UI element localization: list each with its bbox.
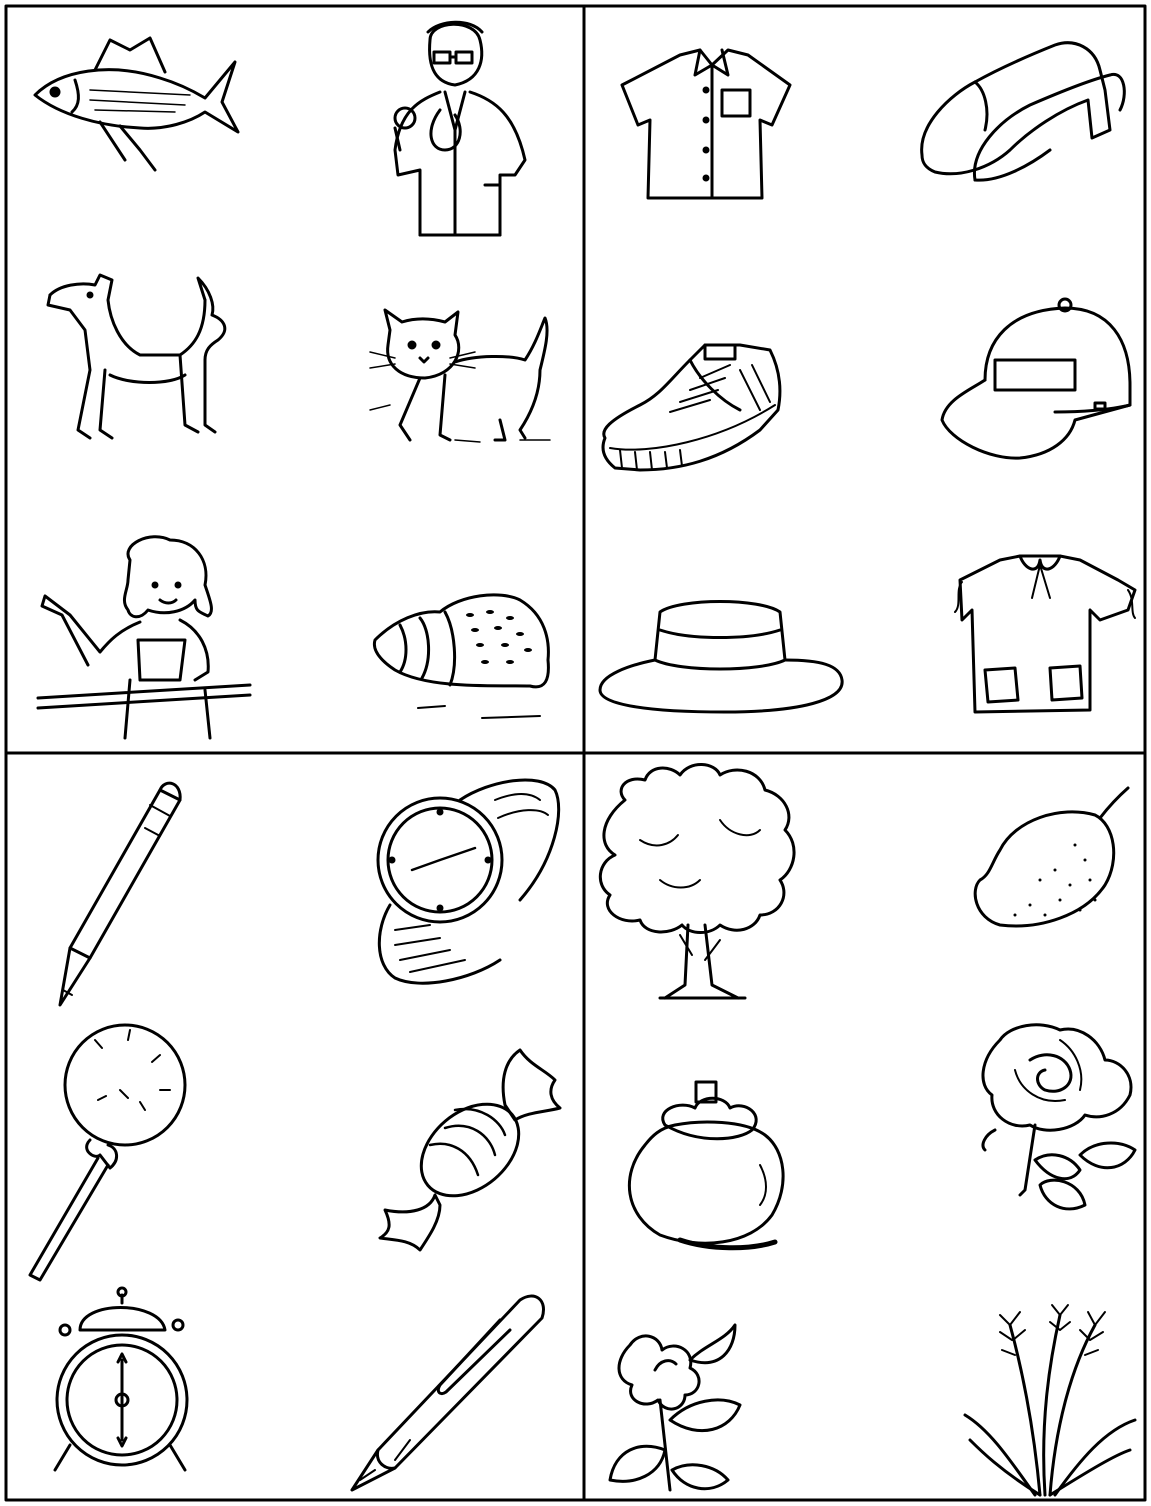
mangosteen-icon xyxy=(629,1082,783,1248)
wristwatch-icon xyxy=(378,780,559,983)
candy-icon xyxy=(380,1050,560,1250)
dog-icon xyxy=(48,275,225,438)
alarm-clock-icon xyxy=(55,1288,187,1470)
shirt-icon xyxy=(622,50,790,198)
high-heel-shoes-icon xyxy=(922,43,1125,180)
rice-plant-icon xyxy=(965,1305,1135,1495)
pen-icon xyxy=(352,1296,543,1490)
tree-icon xyxy=(600,764,794,998)
pencil-icon xyxy=(60,783,180,1005)
grid-lines xyxy=(6,6,1145,1500)
doctor-icon xyxy=(395,22,525,235)
hat-icon xyxy=(600,602,842,713)
rose-icon xyxy=(983,1025,1135,1209)
lollipop-icon xyxy=(30,1025,185,1280)
seashell-icon xyxy=(374,595,548,718)
girl-pointing-icon xyxy=(38,537,250,738)
blouse-icon xyxy=(955,556,1135,712)
mango-icon xyxy=(975,788,1128,926)
cat-icon xyxy=(370,310,550,442)
hibiscus-icon xyxy=(610,1325,740,1490)
cap-icon xyxy=(942,299,1130,458)
fish-icon xyxy=(35,38,238,170)
sneaker-icon xyxy=(603,345,780,470)
